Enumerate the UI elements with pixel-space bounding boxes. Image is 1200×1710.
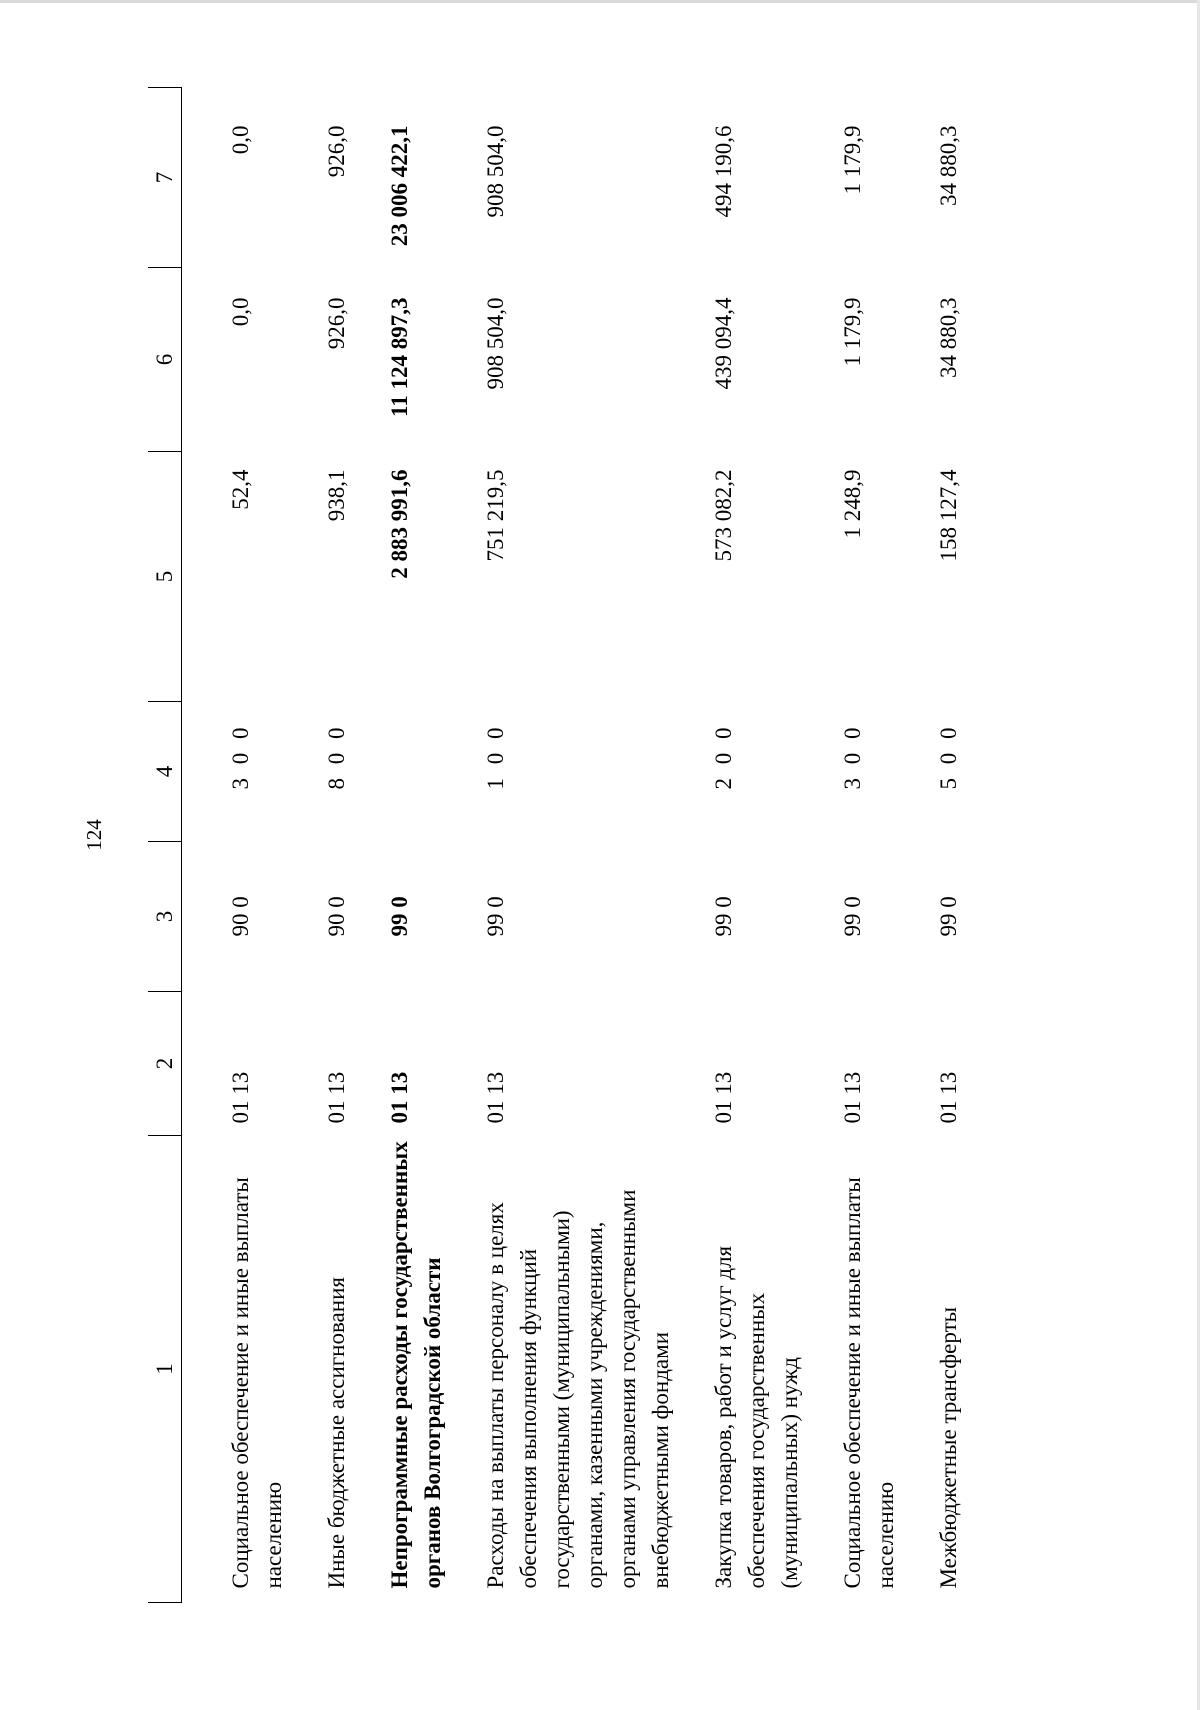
table-header-row <box>148 88 182 1603</box>
amount-col6: 1 179,9 <box>840 297 865 367</box>
target-article-code: 90 0 <box>228 896 253 937</box>
amount-col6: 439 094,4 <box>711 297 736 390</box>
budget-table <box>148 87 965 1603</box>
column-header: 3 <box>148 842 182 992</box>
amount-col5: 1 248,9 <box>840 469 865 539</box>
column-header: 5 <box>148 452 182 702</box>
section-code: 01 13 <box>387 1071 412 1124</box>
amount-col5: 751 219,5 <box>483 469 508 562</box>
section-code: 01 13 <box>711 1071 736 1124</box>
amount-col6: 0,0 <box>228 297 253 327</box>
amount-col6: 926,0 <box>324 297 349 350</box>
amount-col7: 23 006 422,1 <box>387 125 412 247</box>
amount-col6: 34 880,3 <box>936 297 961 378</box>
target-article-code: 99 0 <box>711 896 736 937</box>
target-article-code: 99 0 <box>483 896 508 937</box>
amount-col5: 158 127,4 <box>936 469 961 562</box>
expense-type-code <box>353 702 449 842</box>
amount-col5: 938,1 <box>324 469 349 522</box>
table-row-bold <box>353 88 449 1603</box>
expense-type-code: 5 0 0 <box>936 723 961 790</box>
table-row <box>182 88 291 1603</box>
section-code: 01 13 <box>483 1071 508 1124</box>
amount-col5: 52,4 <box>228 469 253 510</box>
row-name: Межбюджетные трансферты <box>936 1306 961 1589</box>
section-code: 01 13 <box>936 1071 961 1124</box>
expense-type-code: 2 0 0 <box>711 723 736 790</box>
expense-type-code: 3 0 0 <box>228 723 253 790</box>
section-code: 01 13 <box>840 1071 865 1124</box>
column-header: 2 <box>148 992 182 1136</box>
amount-col7: 34 880,3 <box>936 125 961 206</box>
row-name: Закупка товаров, работ и услуг для обеспечения государственных (муниципальных) нужд <box>711 1245 802 1589</box>
column-header: 4 <box>148 702 182 842</box>
table-row <box>806 88 902 1603</box>
section-code: 01 13 <box>228 1071 253 1124</box>
amount-col7: 1 179,9 <box>840 125 865 195</box>
amount-col7: 0,0 <box>228 125 253 155</box>
amount-col6: 11 124 897,3 <box>387 297 412 417</box>
table-row <box>449 88 677 1603</box>
column-header: 1 <box>148 1136 182 1603</box>
page-number: 124 <box>82 819 106 851</box>
row-name: Расходы на выплаты персоналу в целях обеспечения выполнения функций государственными (муниципальными) органами, казенными учреждениями, органами управления государственными внебюджетными фондами <box>483 1189 673 1589</box>
target-article-code: 99 0 <box>840 896 865 937</box>
table-row <box>290 88 353 1603</box>
section-code: 01 13 <box>324 1071 349 1124</box>
amount-col7: 908 504,0 <box>483 125 508 218</box>
table-row <box>902 88 965 1603</box>
row-name: Иные бюджетные ассигнования <box>324 1277 349 1589</box>
amount-col5: 573 082,2 <box>711 469 736 562</box>
column-header: 7 <box>148 88 182 268</box>
target-article-code: 99 0 <box>387 896 412 937</box>
expense-type-code: 1 0 0 <box>483 723 508 790</box>
target-article-code: 99 0 <box>936 896 961 937</box>
table-row <box>677 88 806 1603</box>
amount-col7: 926,0 <box>324 125 349 178</box>
row-name: Непрограммные расходы государственных органов Волгоградской области <box>387 1141 445 1589</box>
amount-col5: 2 883 991,6 <box>387 469 412 579</box>
target-article-code: 90 0 <box>324 896 349 937</box>
expense-type-code: 8 0 0 <box>324 723 349 790</box>
expense-type-code: 3 0 0 <box>840 723 865 790</box>
column-header: 6 <box>148 268 182 452</box>
amount-col6: 908 504,0 <box>483 297 508 390</box>
row-name: Социальное обеспечение и иные выплаты населению <box>228 1177 286 1589</box>
amount-col7: 494 190,6 <box>711 125 736 218</box>
row-name: Социальное обеспечение и иные выплаты населению <box>840 1177 898 1589</box>
